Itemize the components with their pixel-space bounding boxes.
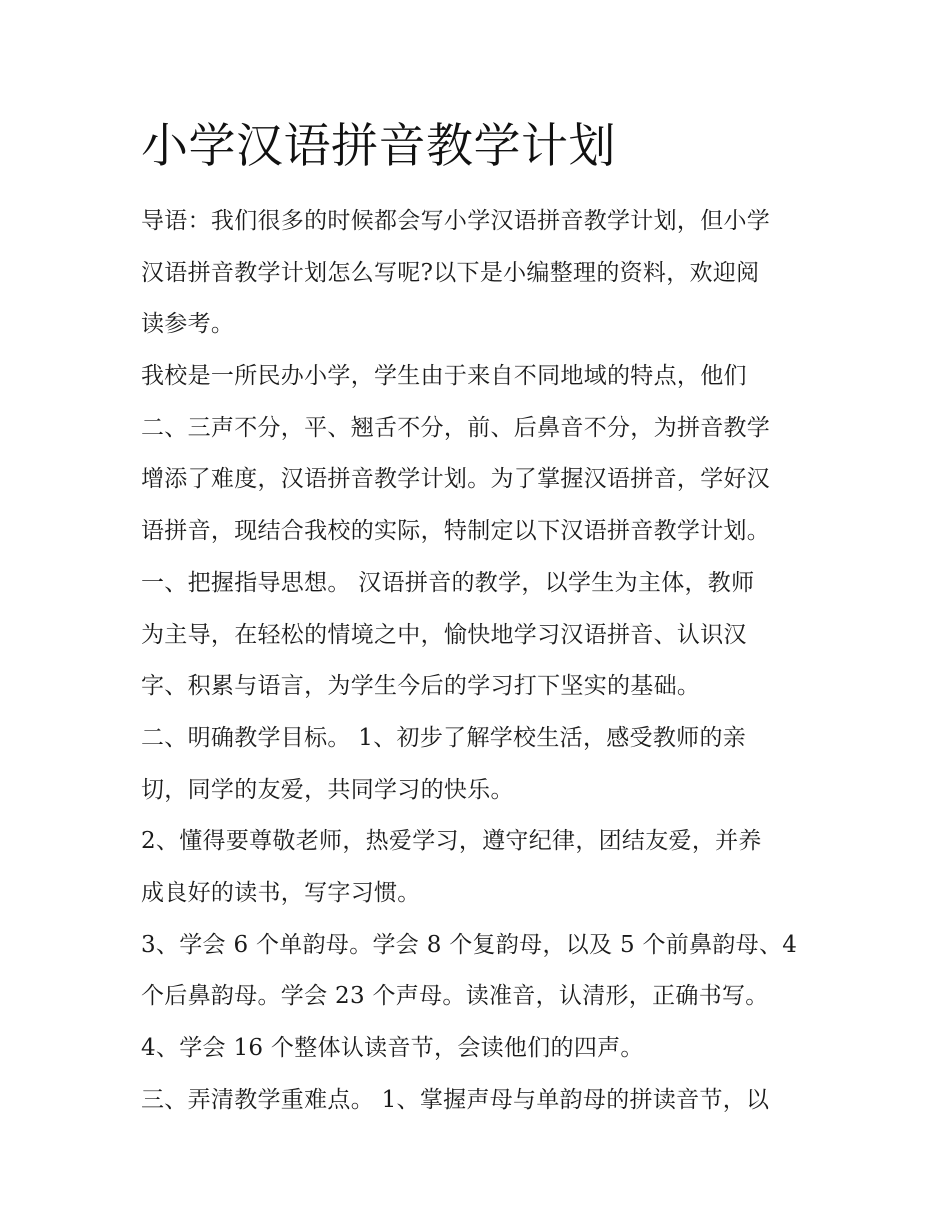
text-line: 切，同学的友爱，共同学习的快乐。 (141, 776, 514, 803)
text-line: 汉语拼音教学计划怎么写呢?以下是小编整理的资料，欢迎阅 (141, 259, 760, 286)
text-line: 导语：我们很多的时候都会写小学汉语拼音教学计划，但小学 (141, 208, 771, 234)
text-line: 为主导，在轻松的情境之中，愉快地学习汉语拼音、认识汉 (141, 621, 747, 648)
text-line: 字、积累与语言，为学生今后的学习打下坚实的基础。 (141, 673, 701, 700)
text-line: 成良好的读书，写字习惯。 (141, 879, 421, 906)
text-line: 4、学会 16 个整体认读音节，会读他们的四声。 (141, 1035, 644, 1061)
text-line: 读参考。 (141, 311, 235, 338)
text-line: 二、明确教学目标。 1、初步了解学校生活，感受教师的亲 (141, 724, 747, 751)
text-line: 语拼音，现结合我校的实际，特制定以下汉语拼音教学计划。 (141, 518, 771, 545)
text-line: 增添了难度，汉语拼音教学计划。为了掌握汉语拼音，学好汉 (141, 466, 771, 493)
document-title: 小学汉语拼音教学计划 (141, 119, 616, 174)
text-line: 3、学会 6 个单韵母。学会 8 个复韵母，以及 5 个前鼻韵母、4 (141, 931, 798, 958)
text-line: 我校是一所民办小学，学生由于来自不同地域的特点，他们 (141, 363, 747, 390)
text-line: 2、懂得要尊敬老师，热爱学习，遵守纪律，团结友爱，并养 (141, 828, 762, 855)
text-line: 个后鼻韵母。学会 23 个声母。读准音，认清形，正确书写。 (141, 983, 769, 1010)
text-line: 二、三声不分，平、翘舌不分，前、后鼻音不分，为拼音教学 (141, 414, 771, 441)
text-line: 三、弄清教学重难点。 1、掌握声母与单韵母的拼读音节，以 (141, 1086, 770, 1113)
document-body (141, 196, 821, 1126)
text-line: 一、把握指导思想。 汉语拼音的教学，以学生为主体，教师 (141, 569, 755, 596)
